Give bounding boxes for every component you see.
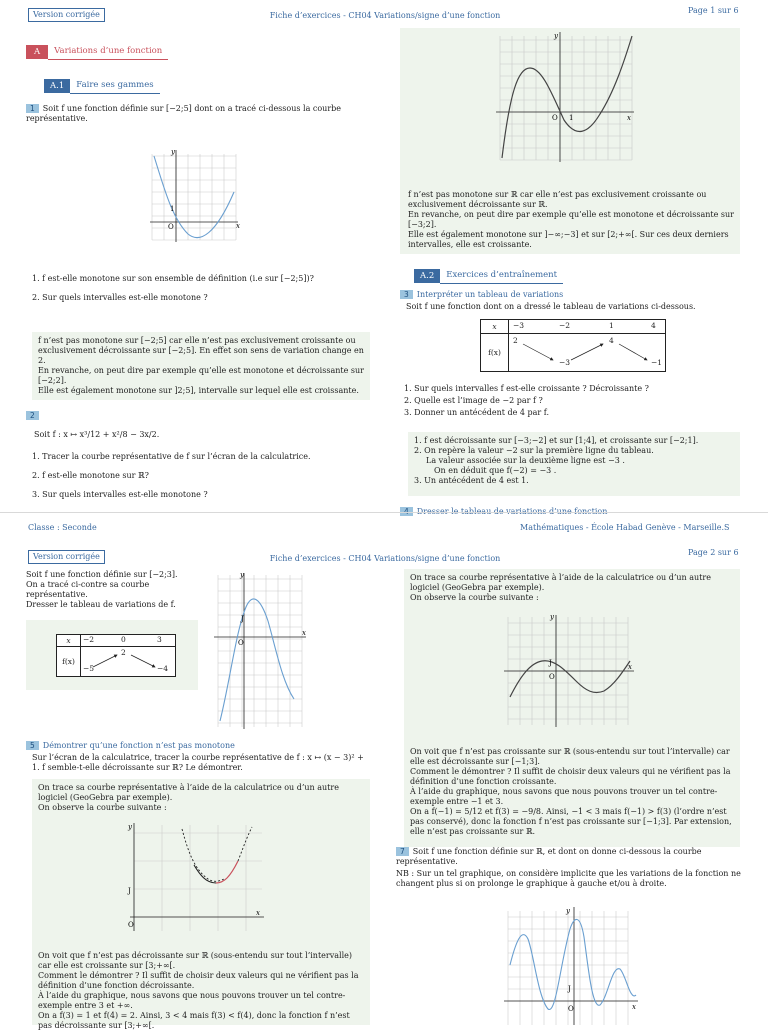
ex2-q3: 3. Sur quels intervalles est-elle monotone ? — [32, 490, 208, 499]
ex4-table-f-row — [81, 647, 176, 677]
ex4-graph-grid — [218, 575, 302, 727]
section-a2-title: Exercices d’entraînement — [440, 268, 563, 284]
section-a2-label: A.2 — [414, 269, 440, 284]
ex3-answer-2b: La valeur associée sur la deuxième ligne est −3 . — [426, 456, 625, 465]
ex7-statement: Soit f une fonction définie sur ℝ, et dont on donne ci-dessous la courbe représentative. — [396, 847, 702, 866]
ex3-f-1: 2 — [513, 336, 518, 345]
version-badge: Version corrigée — [28, 8, 105, 22]
section-a1-heading — [44, 78, 160, 94]
ex4-arrows — [81, 647, 177, 677]
ex2-y-label: y — [554, 32, 558, 40]
ex4-x-1: −2 — [83, 635, 95, 644]
ex6-y-label: y — [550, 613, 554, 621]
ex1-graph — [150, 148, 242, 242]
ex3-f-4: −1 — [651, 358, 663, 367]
section-a1-title: Faire ses gammes — [70, 78, 159, 94]
header-title-page2: Fiche d’exercices - CH04 Variations/signe d’une fonction — [269, 554, 501, 563]
ex1-statement-block — [26, 104, 371, 124]
ex3-x-3: 1 — [609, 321, 614, 330]
ex3-answer-2c: On en déduit que f(−2) = −3 . — [434, 466, 557, 475]
ex6-answer-text — [410, 747, 736, 837]
ex1-answer-1: f n’est pas monotone sur [−2;5] car elle n’est pas exclusivement croissante ou exclusivement décroissante sur [−2;5]. En effet son sens de variation change en 2. — [38, 336, 364, 365]
ex5-number: 5 — [26, 741, 39, 750]
ex3-answer-box — [408, 432, 740, 496]
ex3-table-x-label: x — [481, 320, 509, 334]
ex5-answer-intro-2: On observe la courbe suivante : — [38, 803, 167, 812]
ex4-curve — [220, 599, 294, 721]
ex3-answer-3: 3. Un antécédent de 4 est 1. — [414, 476, 529, 485]
ex2-graph — [496, 32, 636, 162]
ex7-curve — [510, 919, 636, 1009]
ex4-table-x-label: x — [57, 635, 81, 647]
ex2-x-label: x — [627, 114, 631, 122]
footer-left: Classe : Seconde — [28, 523, 97, 532]
ex2-answer-text — [408, 190, 734, 250]
ex3-variation-table — [480, 319, 666, 372]
ex5-graph — [128, 821, 268, 933]
ex1-answer-box — [32, 332, 370, 400]
ex7-y-label: y — [566, 907, 570, 915]
ex5-curve-right-dashed — [238, 827, 252, 861]
ex4-x-2: 0 — [121, 635, 126, 644]
ex2-answer-box — [400, 28, 740, 254]
ex3-answer-2a: 2. On repère la valeur −2 sur la première ligne du tableau. — [414, 446, 654, 455]
ex6-answer-1: On voit que f n’est pas croissante sur ℝ (sous-entendu sur tout l’intervalle) car elle est décroissante sur [−1;3]. — [410, 747, 730, 766]
ex6-answer-3: À l’aide du graphique, nous savons que nous pouvons trouver un tel contre-exemple entre −1 et 3. — [410, 787, 718, 806]
ex5-answer-text — [38, 951, 364, 1031]
ex3-f-3: 4 — [609, 336, 614, 345]
ex3-arrows — [509, 334, 665, 372]
ex7-graph — [504, 905, 642, 1025]
ex4-statement-3: Dresser le tableau de variations de f. — [26, 600, 176, 609]
ex4-statement-1: Soit f une fonction définie sur [−2;3]. — [26, 570, 178, 579]
page-number: Page 1 sur 6 — [688, 6, 739, 15]
page-2 — [0, 512, 768, 1030]
ex4-graph — [212, 571, 308, 731]
ex2-one-label: 1 — [569, 114, 574, 122]
ex3-f-2: −3 — [559, 358, 571, 367]
ex5-x-label: x — [256, 909, 260, 917]
ex3-x-4: 4 — [651, 321, 656, 330]
ex1-x-label: x — [236, 222, 240, 230]
header-title: Fiche d’exercices - CH04 Variations/signe d’une fonction — [269, 11, 501, 20]
ex2-q2: 2. f est-elle monotone sur ℝ? — [32, 471, 149, 480]
ex2-graph-grid — [500, 36, 632, 160]
page-number-page2: Page 2 sur 6 — [688, 548, 739, 557]
footer-right: Mathématiques - École Habad Genève - Marseille.S — [520, 523, 730, 532]
ex6-answer-intro-1: On trace sa courbe représentative à l’aide de la calculatrice ou d’un autre logiciel (GeoGebra par exemple). — [410, 573, 711, 592]
ex3-title: Interpréter un tableau de variations — [416, 290, 564, 299]
ex3-table-f-row — [509, 334, 666, 372]
ex2-curve — [502, 36, 632, 158]
ex3-x-1: −3 — [513, 321, 525, 330]
ex3-table-fx-label: f(x) — [481, 334, 509, 372]
ex6-x-label: x — [628, 663, 632, 671]
ex7-number: 7 — [396, 847, 409, 856]
ex7-x-label: x — [632, 1003, 636, 1011]
ex6-answer-box — [404, 569, 740, 847]
ex7-j-label: J — [568, 985, 571, 993]
ex3-statement: Soit f une fonction dont on a dressé le tableau de variations ci-dessous. — [406, 302, 696, 311]
ex2-origin-label: O — [552, 114, 558, 122]
ex1-questions — [32, 274, 372, 312]
ex4-origin-label: O — [238, 639, 244, 647]
ex1-number: 1 — [26, 104, 39, 113]
ex5-curve-increasing — [216, 861, 238, 883]
ex5-y-label: y — [128, 823, 132, 831]
section-a-label: A — [26, 45, 48, 60]
ex3-table-x-row — [509, 320, 666, 334]
ex6-graph — [504, 613, 636, 729]
ex2-answer-2: En revanche, on peut dire par exemple qu’elle est monotone et décroissante sur [−3;2]. — [408, 210, 734, 229]
ex7-origin-label: O — [568, 1005, 574, 1013]
ex3-q3: 3. Donner un antécédent de 4 par f. — [404, 408, 550, 417]
ex2-questions — [32, 452, 372, 509]
ex4-title: Dresser le tableau de variations d’une fonction — [416, 507, 608, 516]
ex1-answer-2: En revanche, on peut dire par exemple qu’elle est monotone et décroissante sur [−2;2]. — [38, 366, 364, 385]
section-a-heading — [26, 44, 168, 60]
ex5-answer-box — [32, 779, 370, 1030]
ex3-x-2: −2 — [559, 321, 571, 330]
section-a1-label: A.1 — [44, 79, 70, 94]
ex4-j-label: J — [241, 615, 244, 623]
ex3-q1: 1. Sur quels intervalles f est-elle croissante ? Décroissante ? — [404, 384, 649, 393]
ex1-y-label: y — [171, 148, 175, 156]
ex5-graph-grid — [134, 825, 262, 931]
ex4-statement-block — [26, 570, 201, 610]
ex4-number: 4 — [400, 507, 413, 516]
ex1-graph-grid — [152, 154, 236, 240]
section-a2-heading — [414, 268, 563, 284]
ex4-variation-table — [56, 634, 176, 677]
ex7-statement-block — [396, 847, 744, 867]
ex5-answer-3: À l’aide du graphique, nous savons que nous pouvons trouver un tel contre-exemple entre 3 et +∞. — [38, 991, 346, 1010]
ex6-j-label: J — [549, 659, 552, 667]
ex4-table-x-row — [81, 635, 176, 647]
ex5-origin-label: O — [128, 921, 134, 929]
ex4-f-1: −5 — [83, 664, 95, 674]
ex6-answer-4: On a f(−1) = 5/12 et f(3) = −9/8. Ainsi, −1 < 3 mais f(−1) > f(3) (l’ordre n’est pas conservé), donc la fonction f n’est pas croissante sur [−1;3]. Par extension, elle n’est pas croissante sur ℝ. — [410, 807, 732, 836]
ex2-number: 2 — [26, 411, 39, 420]
ex5-answer-1: On voit que f n’est pas décroissante sur ℝ (sous-entendu sur tout l’intervalle) car elle est croissante sur [3;+∞[. — [38, 951, 352, 970]
ex3-heading — [400, 290, 740, 300]
ex2-statement: Soit f : x ↦ x³/12 + x²/8 − 3x/2. — [34, 430, 160, 439]
ex6-answer-2: Comment le démontrer ? Il suffit de choisir deux valeurs qui ne vérifient pas la définition d’une fonction croissante. — [410, 767, 731, 786]
ex4-answer-box — [26, 620, 198, 690]
ex2-q1: 1. Tracer la courbe représentative de f sur l’écran de la calculatrice. — [32, 452, 311, 461]
section-a-title: Variations d’une fonction — [48, 44, 168, 60]
ex1-q1: 1. f est-elle monotone sur son ensemble de définition (i.e sur [−2;5])? — [32, 274, 314, 283]
ex3-q2: 2. Quelle est l’image de −2 par f ? — [404, 396, 543, 405]
ex6-origin-label: O — [549, 673, 555, 681]
ex2-answer-1: f n’est pas monotone sur ℝ car elle n’est pas exclusivement croissante ou exclusivement décroissante sur ℝ. — [408, 190, 707, 209]
ex3-answer-1: 1. f est décroissante sur [−3;−2] et sur [1;4], et croissante sur [−2;1]. — [414, 436, 699, 445]
ex1-q2: 2. Sur quels intervalles est-elle monotone ? — [32, 293, 208, 302]
version-badge-page2: Version corrigée — [28, 550, 105, 564]
ex2-answer-3: Elle est également monotone sur ]−∞;−3] et sur [2;+∞[. Sur ces deux derniers intervalles, elle est croissante. — [408, 230, 729, 249]
ex5-j-label: J — [128, 887, 131, 895]
ex5-answer-4: On a f(3) = 1 et f(4) = 2. Ainsi, 3 < 4 mais f(3) < f(4), donc la fonction f n’est pas décroissante sur [3;+∞[. — [38, 1011, 350, 1030]
ex1-statement: Soit f une fonction définie sur [−2;5] dont on a tracé ci-dessous la courbe représentative. — [26, 104, 342, 123]
ex6-curve — [510, 661, 630, 697]
ex5-title: Démontrer qu’une fonction n’est pas monotone — [42, 741, 235, 750]
ex4-f-2: 2 — [121, 648, 126, 658]
ex3-questions — [404, 384, 734, 420]
ex3-number: 3 — [400, 290, 413, 299]
ex1-answer-3: Elle est également monotone sur ]2;5], intervalle sur lequel elle est croissante. — [38, 386, 359, 395]
ex1-origin-label: O — [168, 223, 174, 231]
ex2-number-line — [26, 411, 43, 421]
ex6-answer-intro-2: On observe la courbe suivante : — [410, 593, 539, 602]
ex7-nb: NB : Sur un tel graphique, on considère implicite que les variations de la fonction ne changent plus si on prolonge le graphique à gauche et/ou à droite. — [396, 869, 741, 888]
ex5-answer-2: Comment le démontrer ? Il suffit de choisir deux valeurs qui ne vérifient pas la définition d’une fonction décroissante. — [38, 971, 359, 990]
ex4-table-fx-label: f(x) — [57, 647, 81, 677]
ex4-f-3: −4 — [157, 664, 169, 674]
ex4-x-3: 3 — [157, 635, 162, 644]
ex5-statement: Sur l’écran de la calculatrice, tracer la courbe représentative de f : x ↦ (x − 3)² + 1. f semble-t-elle décroissante sur ℝ? Le démontrer. — [32, 753, 364, 772]
ex5-heading — [26, 741, 371, 751]
ex4-statement-2: On a tracé ci-contre sa courbe représentative. — [26, 580, 150, 599]
ex5-answer-intro-1: On trace sa courbe représentative à l’aide de la calculatrice ou d’un autre logiciel (GeoGebra par exemple). — [38, 783, 339, 802]
ex4-y-label: y — [240, 571, 244, 579]
ex4-x-label: x — [302, 629, 306, 637]
ex1-j-label: 1 — [170, 205, 175, 213]
